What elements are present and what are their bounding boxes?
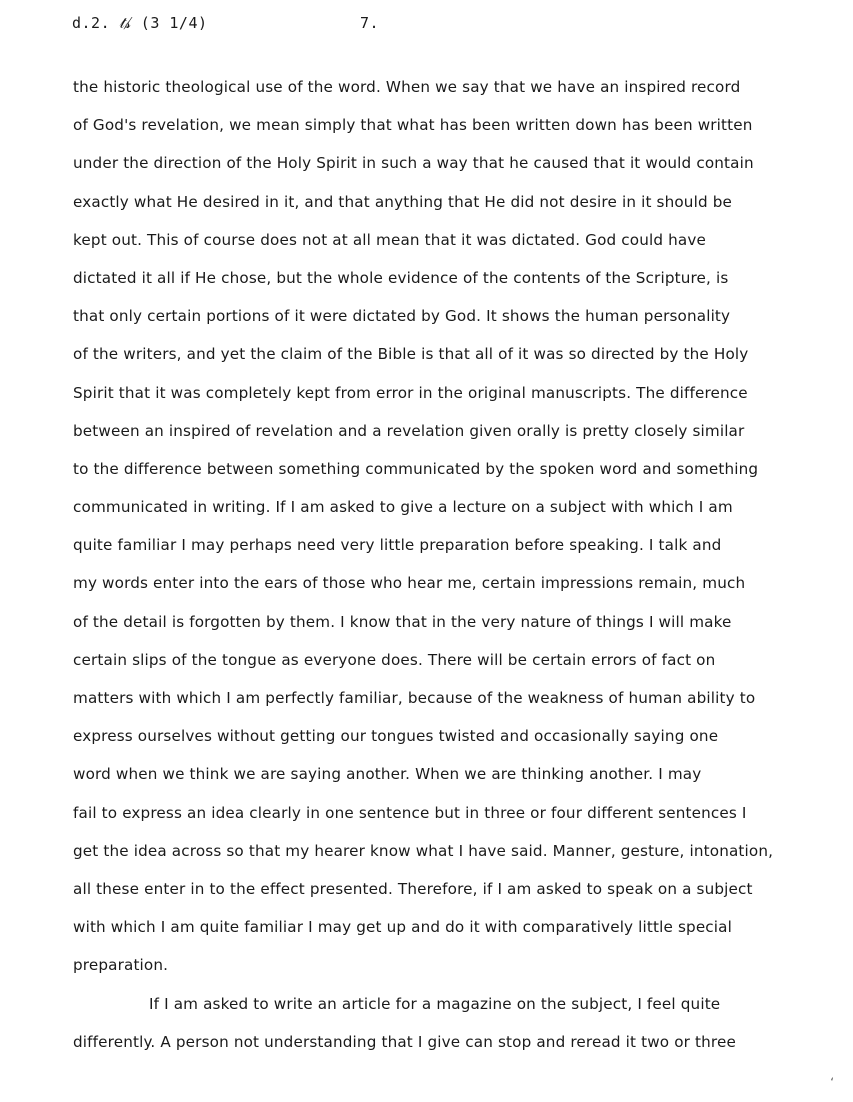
text-line: exactly what He desired in it, and that anything that He did not desire in it should be: [73, 192, 733, 211]
text-line: Spirit that it was completely kept from error in the original manuscripts. The difference: [73, 383, 748, 402]
text-line: word when we think we are saying another. When we are thinking another. I may: [73, 765, 702, 784]
text-line: fail to express an idea clearly in one sentence but in three or four different sentences I: [73, 803, 747, 822]
page-number: 7.: [360, 14, 380, 32]
text-line: kept out. This of course does not at all mean that it was dictated. God could have: [73, 230, 707, 249]
text-line: all these enter in to the effect presented. Therefore, if I am asked to speak on a subject: [73, 879, 753, 898]
document-reference: d.2. 𝓉𝓈̸ (3 1/4): [72, 14, 208, 32]
text-line: of God's revelation, we mean simply that what has been written down has been written: [73, 116, 753, 135]
text-line: certain slips of the tongue as everyone does. There will be certain errors of fact on: [73, 650, 716, 669]
text-line: between an inspired of revelation and a revelation given orally is pretty closely similar: [73, 421, 745, 440]
page-header: [72, 14, 380, 32]
text-line: of the detail is forgotten by them. I know that in the very nature of things I will make: [73, 612, 732, 631]
text-line: quite familiar I may perhaps need very little preparation before speaking. I talk and: [73, 536, 722, 555]
text-line: that only certain portions of it were dictated by God. It shows the human personality: [73, 307, 731, 326]
text-line: of the writers, and yet the claim of the Bible is that all of it was so directed by the Holy: [73, 345, 749, 364]
paragraph-start-line: If I am asked to write an article for a magazine on the subject, I feel quite: [149, 994, 721, 1013]
scan-mark-icon: ‘: [828, 1077, 835, 1088]
text-line: differently. A person not understanding that I give can stop and reread it two or three: [73, 1032, 736, 1051]
text-line: communicated in writing. If I am asked to give a lecture on a subject with which I am: [73, 498, 733, 517]
text-line: to the difference between something communicated by the spoken word and something: [73, 459, 759, 478]
text-line: the historic theological use of the word. When we say that we have an inspired record: [73, 78, 741, 96]
body-text: [73, 68, 843, 1061]
text-line: express ourselves without getting our tongues twisted and occasionally saying one: [73, 727, 719, 746]
text-line: with which I am quite familiar I may get up and do it with comparatively little special: [73, 918, 733, 937]
text-line: preparation.: [73, 956, 169, 975]
text-line: get the idea across so that my hearer know what I have said. Manner, gesture, intonation,: [73, 841, 774, 860]
text-line: dictated it all if He chose, but the whole evidence of the contents of the Scripture, is: [73, 268, 729, 287]
text-line: my words enter into the ears of those who hear me, certain impressions remain, much: [73, 574, 746, 593]
text-line: matters with which I am perfectly familiar, because of the weakness of human ability to: [73, 689, 756, 707]
text-line: under the direction of the Holy Spirit in such a way that he caused that it would contain: [73, 154, 754, 173]
